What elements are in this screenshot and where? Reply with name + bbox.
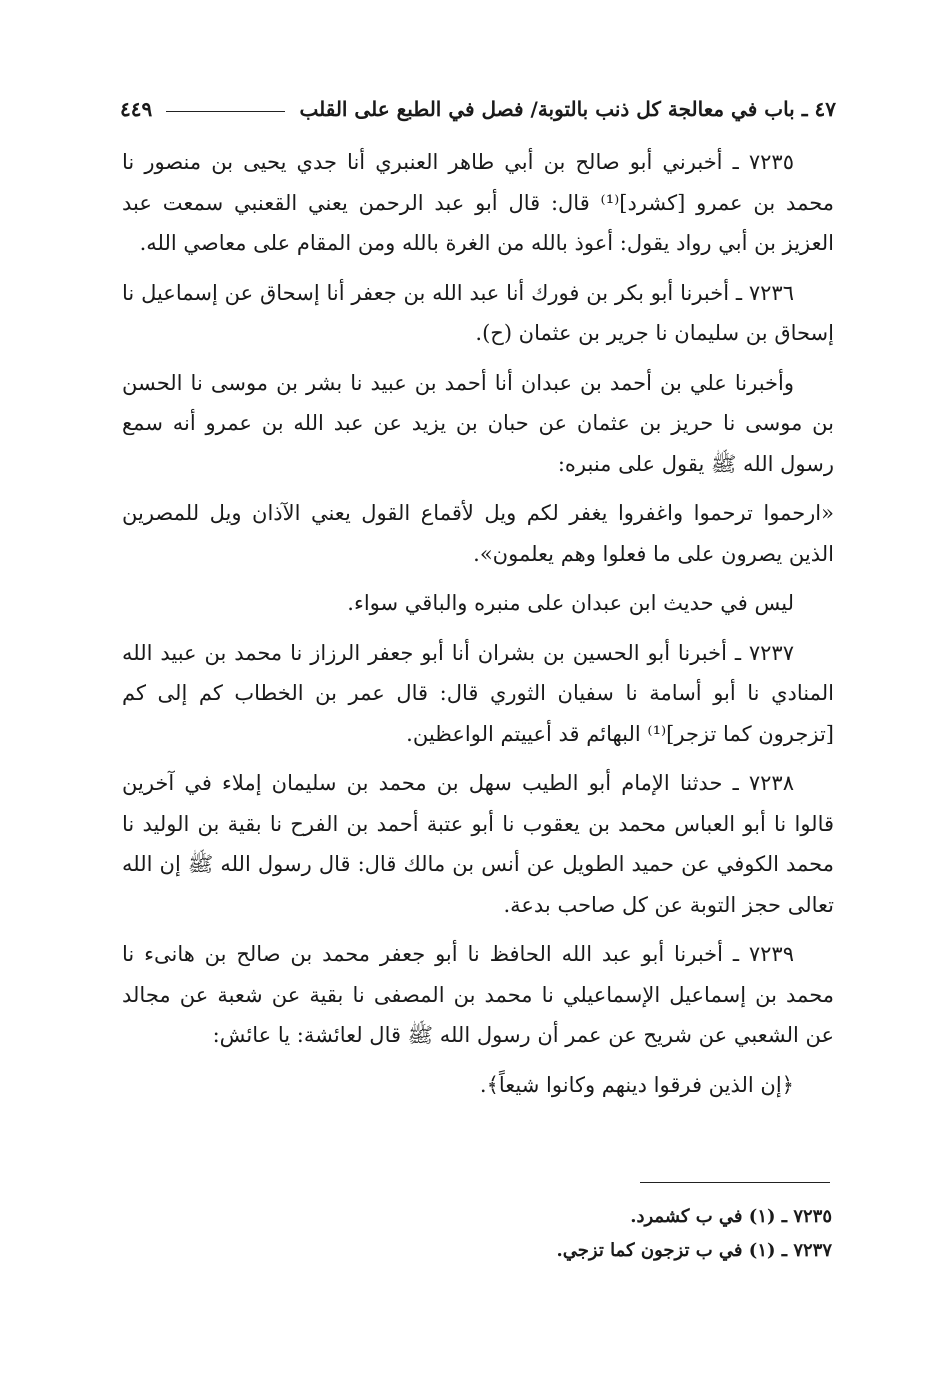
footnote-rule: [640, 1182, 830, 1183]
hadith-7239: ٧٢٣٩ ـ أخبرنا أبو عبد الله الحافظ نا أبو جعفر محمد بن صالح بن هانىء نا محمد بن إسماعيل الإسماعيلي نا محمد بن المصفى نا بقية عن شعبة عن مجالد عن الشعبي عن شريح عن عمر أن رسول الله ﷺ قال لعائشة: يا عائش:: [122, 942, 834, 1047]
footnote-7235: ٧٢٣٥ ـ (١) في ب كشمرد.: [630, 1206, 832, 1227]
quran-verse: ﴿إن الذين فرقوا دينهم وكانوا شيعاً﴾.: [479, 1072, 794, 1097]
footnote-7237: ٧٢٣٧ ـ (١) في ب تزجون كما تزجي.: [556, 1240, 832, 1261]
hadith-7235: ٧٢٣٥ ـ أخبرني أبو صالح بن أبي طاهر العنبري أنا جدي يحيى بن منصور نا محمد بن عمرو [كشرد]⁽¹⁾ قال: قال أبو عبد الرحمن يعني القعنبي سمعت عبد العزيز بن أبي رواد يقول: أعوذ بالله من الغرة بالله ومن المقام على معاصي الله.: [122, 150, 835, 255]
hadith-7237: ٧٢٣٧ ـ أخبرنا أبو الحسين بن بشران أنا أبو جعفر الرزاز نا محمد بن عبيد الله المنادي نا أبو أسامة نا سفيان الثوري قال: قال عمر بن الخطاب كم إلى كم [تزجرون كما تزجر]⁽¹⁾ البهائم قد أعييتم الواعظين.: [122, 640, 834, 746]
running-header: [120, 92, 836, 126]
hadith-7236-second-chain: وأخبرنا علي بن أحمد بن عبدان أنا أحمد بن عبيد نا بشر بن موسى نا الحسن بن موسى نا حريز بن عثمان عن حبان بن يزيد عن عبد الله بن عمرو أنه سمع رسول الله ﷺ يقول على منبره:: [122, 370, 834, 476]
hadith-7236-matn: «ارحموا ترحموا واغفروا يغفر لكم ويل لأقماع القول يعني الآذان ويل للمصرين الذين يصرون على ما فعلوا وهم يعلمون».: [122, 501, 834, 566]
page-number: ٤٤٩: [120, 97, 153, 121]
hadith-7236: ٧٢٣٦ ـ أخبرنا أبو بكر بن فورك أنا عبد الله بن جعفر أنا إسحاق عن إسماعيل نا إسحاق بن سليمان نا جرير بن عثمان (ح).: [122, 280, 834, 345]
chapter-title: ٤٧ ـ باب في معالجة كل ذنب بالتوبة/ فصل في الطبع على القلب: [299, 97, 836, 121]
header-rule: [166, 111, 285, 112]
main-text: [122, 142, 834, 1114]
hadith-7238: ٧٢٣٨ ـ حدثنا الإمام أبو الطيب سهل بن محمد بن سليمان إملاء في آخرين قالوا نا أبو العباس محمد بن يعقوب نا أبو عتبة أحمد بن الفرح نا بقية بن الوليد نا محمد الكوفي عن حميد الطويل عن أنس بن مالك قال: قال رسول الله ﷺ إن الله تعالى حجز التوبة عن كل صاحب بدعة.: [122, 771, 834, 917]
hadith-7236-note: ليس في حديث ابن عبدان على منبره والباقي سواء.: [347, 591, 794, 615]
footnotes: [400, 1200, 832, 1268]
